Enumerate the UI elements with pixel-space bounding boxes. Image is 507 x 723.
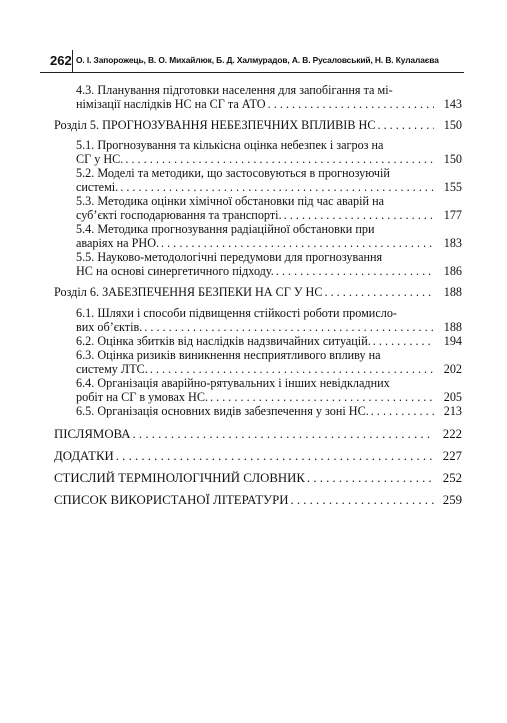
toc-page-number: 188	[443, 285, 462, 299]
toc-page-number: 150	[443, 118, 462, 132]
toc-entry-5-5-line1: 5.5. Науково-методологічні передумови для прогнозування	[76, 250, 383, 264]
toc-page-number: 205	[443, 390, 462, 404]
toc-entry-6-3-line2: систему ЛТС.	[76, 362, 148, 376]
toc-entry-6-1-line1: 6.1. Шляхи і способи підвищення стійкості роботи промисло-	[76, 306, 397, 320]
toc-entry-5-2-line1: 5.2. Моделі та методики, що застосовуються в прогнозуючій	[76, 166, 390, 180]
toc-section-5-title: Розділ 5. ПРОГНОЗУВАННЯ НЕБЕЗПЕЧНИХ ВПЛИВІВ НС	[54, 118, 376, 132]
toc-entry-5-3-line1: 5.3. Методика оцінки хімічної обстановки під час аварій на	[76, 194, 385, 208]
leader-dots	[116, 449, 434, 463]
toc-page-number: 227	[442, 449, 462, 463]
toc-section-6-title: Розділ 6. ЗАБЕЗПЕЧЕННЯ БЕЗПЕКИ НА СГ У НС	[54, 285, 323, 299]
leader-dots	[290, 493, 434, 507]
toc-page-number: 155	[443, 180, 462, 194]
leader-dots	[324, 285, 434, 299]
page-number: 262	[50, 53, 72, 68]
toc-entry-5-4-line1: 5.4. Методика прогнозування радіаційної обстановки при	[76, 222, 375, 236]
toc-entry-5-5[interactable]	[76, 264, 462, 278]
leader-dots	[377, 118, 434, 132]
toc-page-number: 222	[442, 427, 462, 441]
toc-page-number: 143	[443, 97, 462, 111]
toc-entry-5-5-line2: НС на основі синергетичного підходу.	[76, 264, 274, 278]
toc-references-title: СПИСОК ВИКОРИСТАНОЇ ЛІТЕРАТУРИ	[54, 493, 289, 507]
leader-dots	[307, 471, 434, 485]
toc-page-number: 252	[442, 471, 462, 485]
toc-entry-4-3[interactable]	[76, 97, 462, 111]
toc-entry-5-3-line2: суб’єкті господарювання та транспорті.	[76, 208, 282, 222]
leader-dots	[268, 97, 434, 111]
toc-section-6[interactable]	[54, 285, 462, 299]
toc-page-number: 188	[443, 320, 462, 334]
toc-entry-6-2[interactable]	[76, 334, 462, 348]
toc-afterword[interactable]	[54, 427, 462, 441]
toc-entry-5-1-line1: 5.1. Прогнозування та кількісна оцінка небезпек і загроз на	[76, 138, 384, 152]
toc-appendix-title: ДОДАТКИ	[54, 449, 114, 463]
toc-glossary[interactable]	[54, 471, 462, 485]
toc-entry-5-3[interactable]	[76, 208, 462, 222]
toc-references[interactable]	[54, 493, 462, 507]
leader-dots	[284, 208, 434, 222]
toc-entry-6-5-title: 6.5. Організація основних видів забезпечення у зоні НС.	[76, 404, 369, 418]
leader-dots	[150, 362, 434, 376]
toc-page-number: 183	[443, 236, 462, 250]
toc-page-number: 194	[443, 334, 462, 348]
toc-entry-6-2-title: 6.2. Оцінка збитків від наслідків надзвичайних ситуацій.	[76, 334, 371, 348]
toc-entry-6-1-line2: вих об’єктів.	[76, 320, 143, 334]
leader-dots	[276, 264, 434, 278]
toc-entry-6-3[interactable]	[76, 362, 462, 376]
toc-entry-5-1-line2: СГ у НС.	[76, 152, 124, 166]
leader-dots	[161, 236, 434, 250]
toc-entry-6-4-line2: робіт на СГ в умовах НС.	[76, 390, 209, 404]
toc-section-5[interactable]	[54, 118, 462, 132]
toc-entry-6-4[interactable]	[76, 390, 462, 404]
toc-entry-6-5[interactable]	[76, 404, 462, 418]
toc-page-number: 186	[443, 264, 462, 278]
toc-entry-6-1[interactable]	[76, 320, 462, 334]
toc-entry-5-4[interactable]	[76, 236, 462, 250]
toc-entry-4-3-line2: німізації наслідків НС на СГ та АТО	[76, 97, 266, 111]
toc-entry-6-4-line1: 6.4. Організація аварійно-рятувальних і інших невідкладних	[76, 376, 390, 390]
toc-page-number: 150	[443, 152, 462, 166]
toc-entry-5-2[interactable]	[76, 180, 462, 194]
toc-entry-5-1[interactable]	[76, 152, 462, 166]
toc-appendix[interactable]	[54, 449, 462, 463]
leader-dots	[125, 152, 434, 166]
toc-entry-5-4-line2: аваріях на РНО.	[76, 236, 160, 250]
running-header-authors: О. І. Запорожець, В. О. Михайлюк, Б. Д. Халмурадов, А. В. Русаловський, Н. В. Кулалаєва	[76, 55, 439, 65]
toc-page-number: 202	[443, 362, 462, 376]
leader-dots	[371, 404, 434, 418]
leader-dots	[210, 390, 434, 404]
leader-dots	[144, 320, 434, 334]
toc-page-number: 259	[442, 493, 462, 507]
toc-entry-4-3-line1: 4.3. Планування підготовки населення для запобігання та мі-	[76, 83, 393, 97]
leader-dots	[373, 334, 434, 348]
toc-glossary-title: СТИСЛИЙ ТЕРМІНОЛОГІЧНИЙ СЛОВНИК	[54, 471, 305, 485]
leader-dots	[120, 180, 434, 194]
toc-afterword-title: ПІСЛЯМОВА	[54, 427, 131, 441]
toc-entry-6-3-line1: 6.3. Оцінка ризиків виникнення несприятливого впливу на	[76, 348, 381, 362]
toc-page-number: 213	[443, 404, 462, 418]
leader-dots	[133, 427, 434, 441]
toc-page-number: 177	[443, 208, 462, 222]
toc-entry-5-2-line2: системі.	[76, 180, 119, 194]
